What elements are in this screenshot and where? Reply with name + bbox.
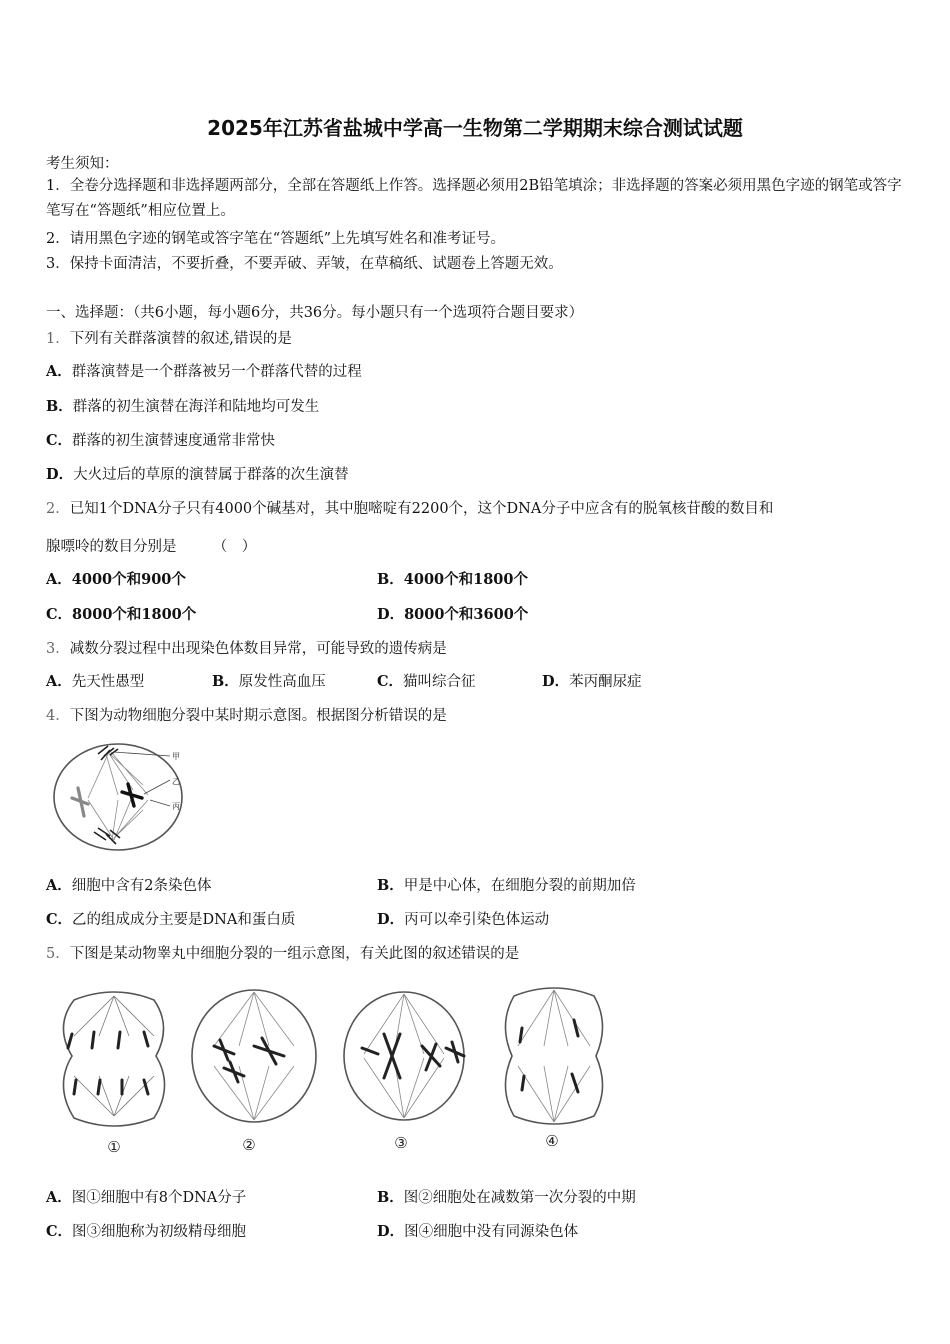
question-stem: 下图为动物细胞分裂中某时期示意图。根据图分析错误的是 xyxy=(69,708,447,724)
option-label: C． xyxy=(46,606,73,623)
option-text: 猫叫综合征 xyxy=(403,674,476,690)
notice-item-2: 2．请用黑色字迹的钢笔或答字笔在“答题纸”上先填写姓名和准考证号。 xyxy=(46,231,506,247)
q2-option-c[interactable] xyxy=(46,603,196,624)
option-text: 大火过后的草原的演替属于群落的次生演替 xyxy=(73,467,349,483)
question-stem: 减数分裂过程中出现染色体数目异常，可能导致的遗传病是 xyxy=(69,641,447,657)
option-text: 图①细胞中有8个DNA分子 xyxy=(71,1190,247,1206)
option-label: A． xyxy=(46,571,72,588)
question-1 xyxy=(46,327,292,348)
notice-item-3: 3．保持卡面清洁，不要折叠，不要弄破、弄皱，在草稿纸、试题卷上答题无效。 xyxy=(46,256,563,272)
question-number: 4． xyxy=(46,708,70,724)
section-heading: 一、选择题：（共6小题，每小题6分，共36分。每小题只有一个选项符合题目要求） xyxy=(46,305,584,321)
meiosis-figures xyxy=(44,976,624,1158)
option-label: A． xyxy=(46,1189,72,1206)
option-label: A． xyxy=(46,363,72,380)
question-number: 3． xyxy=(46,641,70,657)
chromosome-gray-icon xyxy=(72,788,88,816)
question-stem: 已知1个DNA分子只有4000个碱基对，其中胞嘧啶有2200个，这个DNA分子中应含有的脱氧核苷酸的数目和 xyxy=(69,501,774,517)
label-bing: 丙 xyxy=(172,802,180,811)
notice-heading: 考生须知： xyxy=(46,156,119,172)
option-text: 8000个和3600个 xyxy=(404,606,529,623)
option-label: B． xyxy=(377,877,404,894)
label-cell-2: ② xyxy=(242,1136,256,1154)
option-text: 图③细胞称为初级精母细胞 xyxy=(72,1224,247,1240)
q4-option-c[interactable] xyxy=(46,908,295,929)
label-cell-3: ③ xyxy=(394,1134,408,1152)
option-label: D． xyxy=(377,1223,405,1240)
cell-2-figure xyxy=(192,990,316,1122)
option-label: B． xyxy=(377,1189,404,1206)
page-title: 2025年江苏省盐城中学高一生物第二学期期末综合测试试题 xyxy=(207,116,743,140)
option-text: 群落的初生演替在海洋和陆地均可发生 xyxy=(72,399,320,415)
q4-option-a[interactable] xyxy=(46,874,212,895)
option-label: A． xyxy=(46,877,72,894)
option-label: B． xyxy=(377,571,404,588)
label-yi: 乙 xyxy=(172,777,180,786)
cell-1-figure xyxy=(63,992,164,1126)
option-label: D． xyxy=(46,466,74,483)
option-label: D． xyxy=(377,606,405,623)
option-label: D． xyxy=(542,673,570,690)
q5-option-c[interactable] xyxy=(46,1220,246,1241)
q3-option-a[interactable] xyxy=(46,670,144,691)
cell-4-figure xyxy=(505,988,602,1124)
option-label: D． xyxy=(377,911,405,928)
option-label: C． xyxy=(46,1223,73,1240)
question-number: 1． xyxy=(46,331,70,347)
q2-option-d[interactable] xyxy=(377,603,528,624)
question-number: 2． xyxy=(46,501,70,517)
notice-item-1: 1．全卷分选择题和非选择题两部分，全部在答题纸上作答。选择题必须用2B铅笔填涂；非选择题的答案必须用黑色字迹的钢笔或答字笔写在“答题纸”相应位置上。 xyxy=(46,178,902,219)
question-5 xyxy=(46,942,519,963)
question-number: 5． xyxy=(46,946,70,962)
option-text: 甲是中心体，在细胞分裂的前期加倍 xyxy=(403,878,636,894)
option-text: 丙可以牵引染色体运动 xyxy=(404,912,550,928)
option-label: C． xyxy=(46,911,73,928)
q3-option-c[interactable] xyxy=(377,670,476,691)
q5-option-d[interactable] xyxy=(377,1220,578,1241)
option-text: 原发性高血压 xyxy=(238,674,326,690)
option-text: 先天性愚型 xyxy=(71,674,145,690)
question-4 xyxy=(46,704,447,725)
label-cell-1: ① xyxy=(107,1138,121,1156)
option-label: C． xyxy=(377,673,404,690)
option-text: 4000个和1800个 xyxy=(403,571,528,588)
chromosome-black-icon xyxy=(122,784,142,806)
q5-option-b[interactable] xyxy=(377,1186,636,1207)
q1-option-b[interactable] xyxy=(46,395,319,416)
option-label: A． xyxy=(46,673,72,690)
q1-option-c[interactable] xyxy=(46,429,275,450)
question-stem: 下图是某动物睾丸中细胞分裂的一组示意图，有关此图的叙述错误的是 xyxy=(69,946,520,962)
option-label: B． xyxy=(46,398,73,415)
option-text: 群落演替是一个群落被另一个群落代替的过程 xyxy=(71,364,362,380)
option-label: B． xyxy=(212,673,239,690)
option-text: 4000个和900个 xyxy=(71,571,186,588)
q2-option-b[interactable] xyxy=(377,568,528,589)
q5-option-a[interactable] xyxy=(46,1186,246,1207)
question-stem: 下列有关群落演替的叙述,错误的是 xyxy=(69,331,292,347)
option-label: C． xyxy=(46,432,73,449)
q1-option-d[interactable] xyxy=(46,463,349,484)
question-3 xyxy=(46,637,447,658)
q1-option-a[interactable] xyxy=(46,360,362,381)
q4-option-b[interactable] xyxy=(377,874,636,895)
q4-option-d[interactable] xyxy=(377,908,549,929)
centrosome-top-icon xyxy=(98,746,118,760)
question-2-continued: 腺嘌呤的数目分别是 （ ） xyxy=(46,539,257,555)
option-text: 8000个和1800个 xyxy=(72,606,197,623)
option-text: 群落的初生演替速度通常非常快 xyxy=(72,433,276,449)
cell-3-figure xyxy=(344,992,464,1120)
q3-option-b[interactable] xyxy=(212,670,326,691)
option-text: 苯丙酮尿症 xyxy=(569,674,642,690)
option-text: 图②细胞处在减数第一次分裂的中期 xyxy=(403,1190,636,1206)
option-text: 乙的组成成分主要是DNA和蛋白质 xyxy=(72,912,296,928)
option-text: 图④细胞中没有同源染色体 xyxy=(404,1224,579,1240)
option-text: 细胞中含有2条染色体 xyxy=(71,878,212,894)
question-2 xyxy=(46,497,773,518)
cell-division-figure xyxy=(48,740,198,858)
label-cell-4: ④ xyxy=(545,1132,559,1150)
label-jia: 甲 xyxy=(172,752,180,761)
q3-option-d[interactable] xyxy=(542,670,642,691)
q2-option-a[interactable] xyxy=(46,568,186,589)
